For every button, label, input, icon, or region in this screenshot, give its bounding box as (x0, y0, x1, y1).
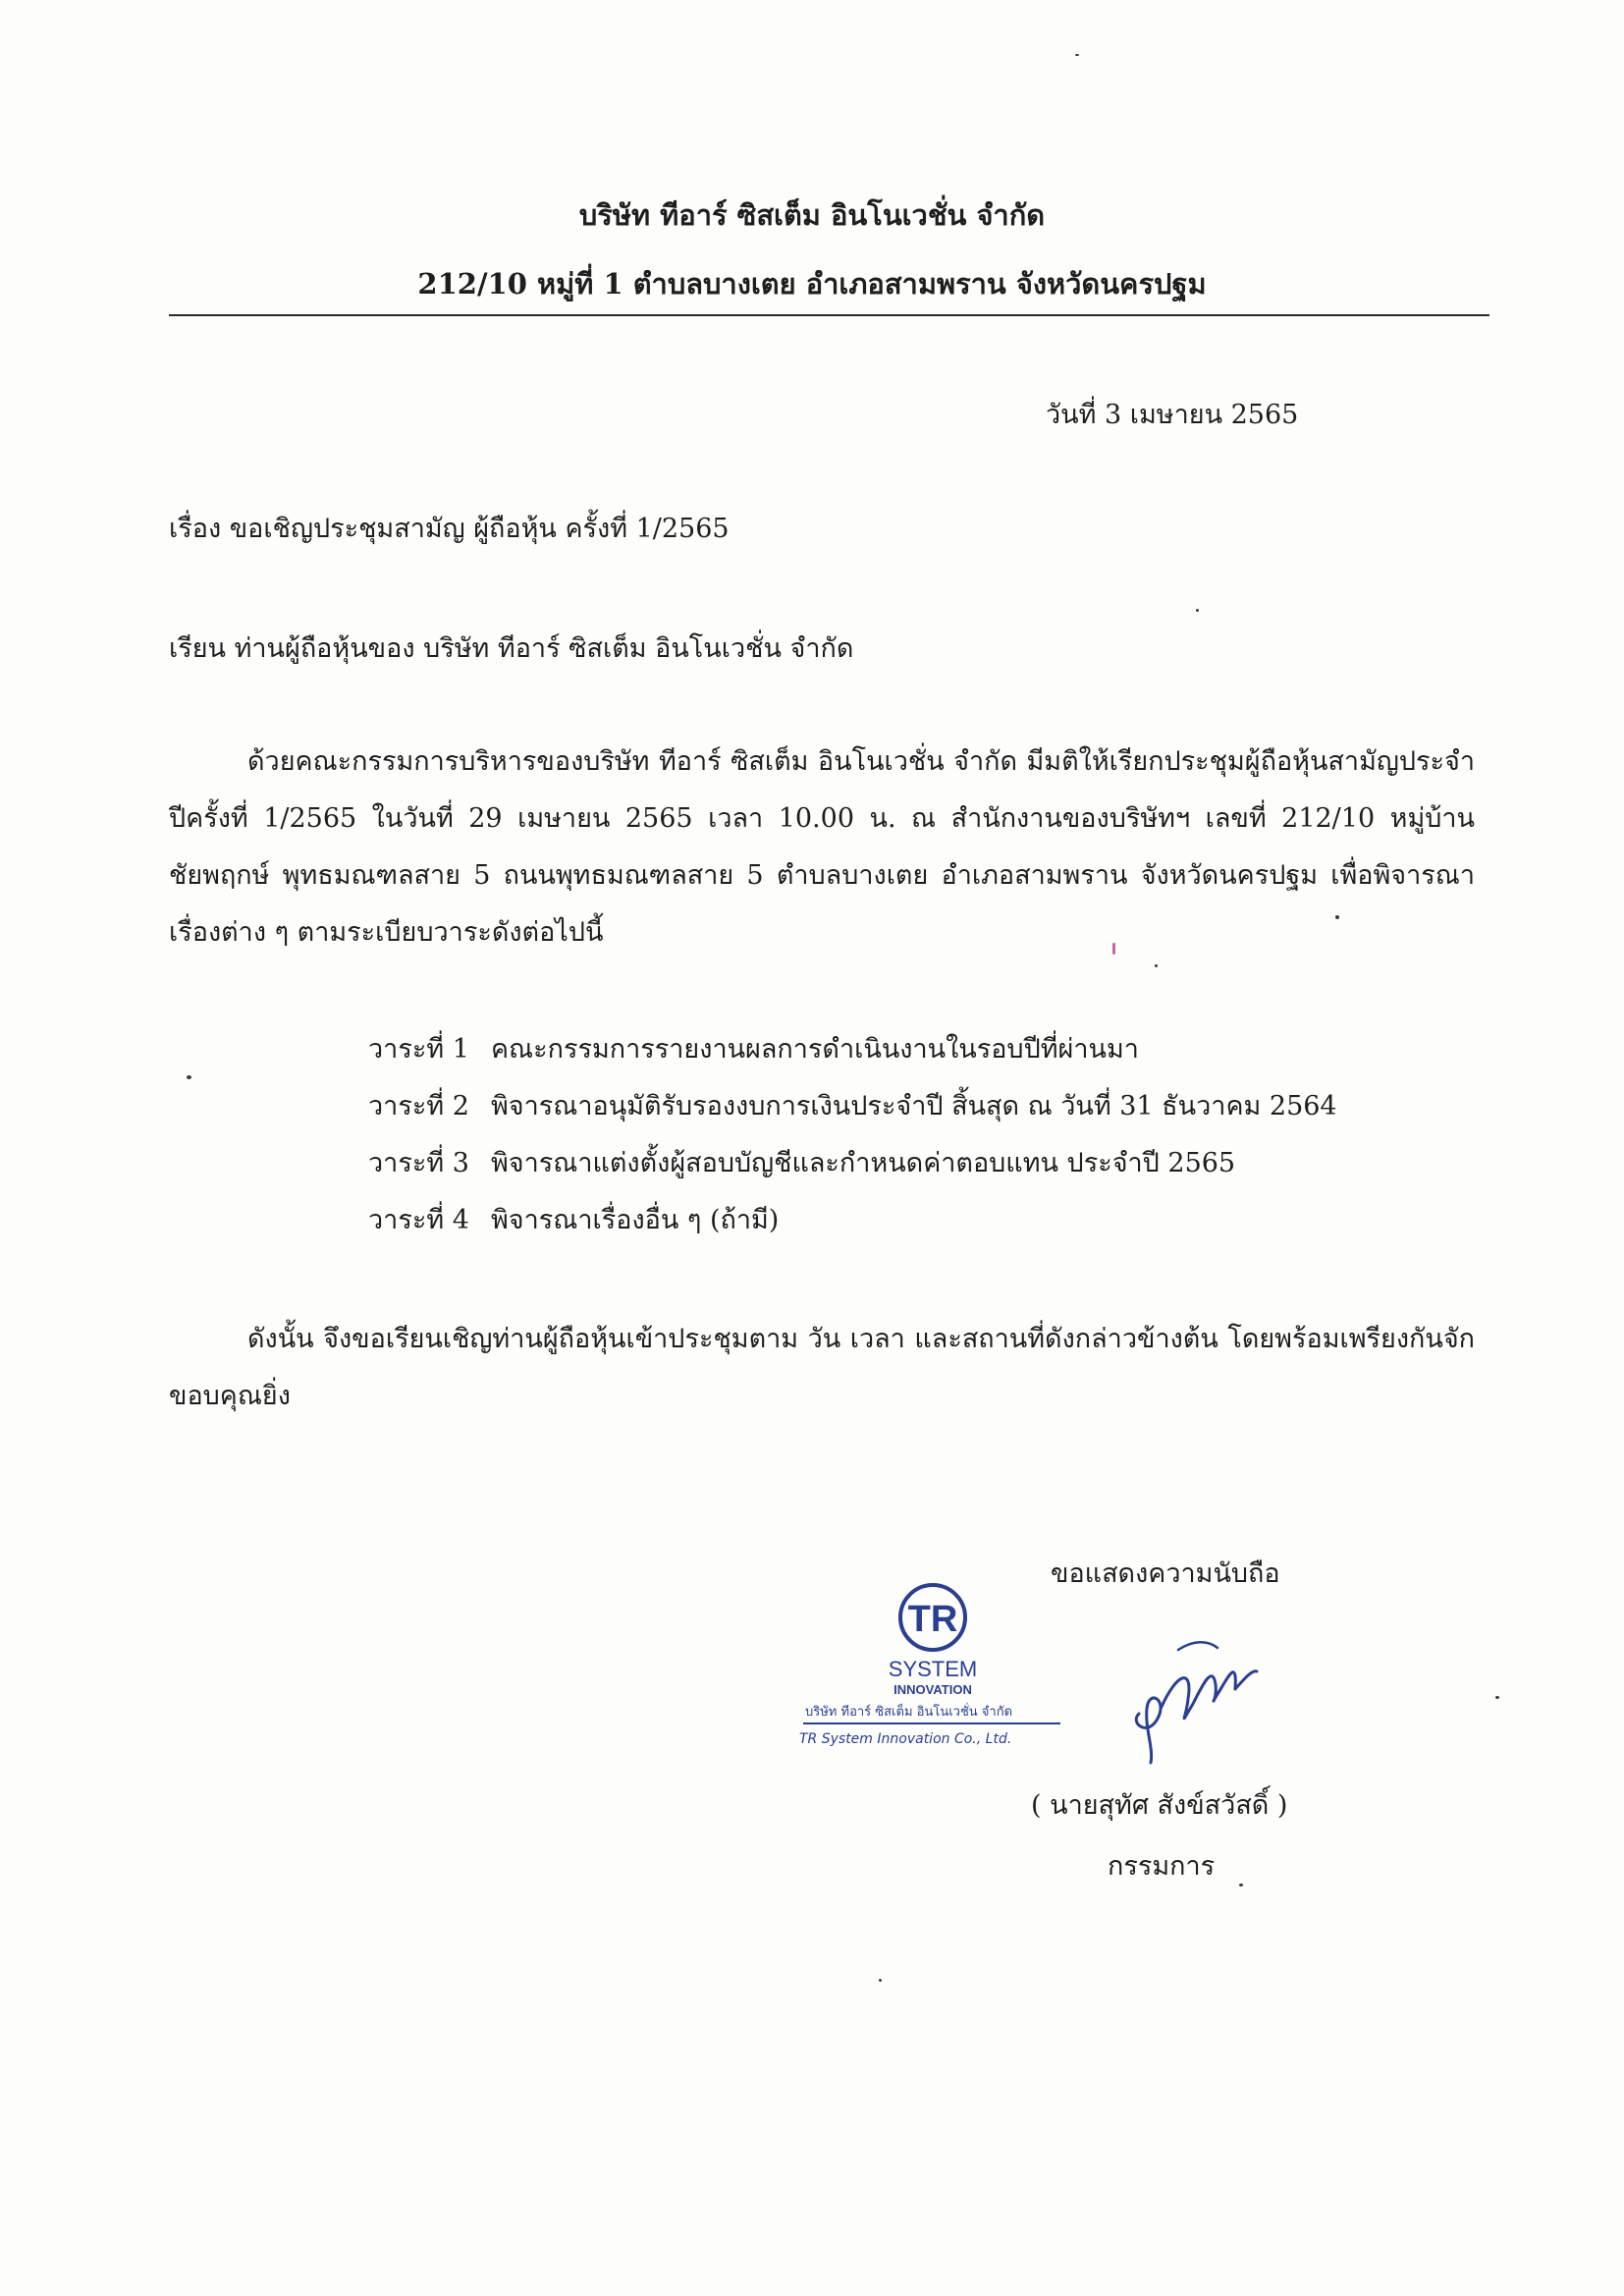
agenda-number: วาระที่ 3 (368, 1148, 469, 1178)
scan-speck (1196, 609, 1199, 612)
scan-speck (187, 1075, 191, 1079)
agenda-item (368, 1135, 1337, 1192)
company-address: 212/10 หมู่ที่ 1 ตำบลบางเตย อำเภอสามพราน จังหวัดนครปฐม (417, 267, 1207, 301)
scan-speck (1495, 1696, 1499, 1699)
agenda-text: พิจารณาเรื่องอื่น ๆ (ถ้ามี) (491, 1205, 780, 1235)
agenda-number: วาระที่ 1 (368, 1034, 469, 1065)
header-divider (169, 314, 1489, 316)
signoff: ขอแสดงความนับถือ (1051, 1558, 1280, 1589)
scan-speck (1112, 943, 1115, 955)
scan-speck (879, 1979, 882, 1982)
closing-paragraph: ดังนั้น จึงขอเรียนเชิญท่านผู้ถือหุ้นเข้าประชุมตาม วัน เวลา และสถานที่ดังกล่าวข้างต้น โดยพร้อมเพรียงกันจักขอบคุณยิ่ง (169, 1324, 1475, 1411)
letter-subject: เรื่อง ขอเชิญประชุมสามัญ ผู้ถือหุ้น ครั้งที่ 1/2565 (169, 514, 730, 544)
scan-speck (1075, 54, 1079, 56)
agenda-item (368, 1021, 1337, 1078)
agenda-number: วาระที่ 4 (368, 1205, 469, 1235)
letter-date: วันที่ 3 เมษายน 2565 (1046, 400, 1299, 430)
agenda-item (368, 1192, 1337, 1249)
stamp-line1: SYSTEM (888, 1657, 978, 1681)
agenda-text: คณะกรรมการรายงานผลการดำเนินงานในรอบปีที่ผ่านมา (491, 1034, 1139, 1065)
agenda-item (368, 1078, 1337, 1135)
stamp-line3: บริษัท ทีอาร์ ซิสเต็ม อินโนเวชั่น จำกัด (805, 1705, 1013, 1720)
body-paragraph: ด้วยคณะกรรมการบริหารของบริษัท ทีอาร์ ซิสเต็ม อินโนเวชั่น จำกัด มีมติให้เรียกประชุมผู้ถือหุ้นสามัญประจำปีครั้งที่ 1/2565 ในวันที่ 29 เมษายน 2565 เวลา 10.00 น. ณ สำนักงานของบริษัทฯ เลขที่ 212/10 หมู่บ้านชัยพฤกษ์ พุทธมณฑลสาย 5 ถนนพุทธมณฑลสาย 5 ตำบลบางเตย อำเภอสามพราน จังหวัดนครปฐม เพื่อพิจารณาเรื่องต่าง ๆ ตามระเบียบวาระดังต่อไปนี้ (169, 746, 1475, 948)
stamp-logo-text: TR (907, 1599, 958, 1640)
stamp-line2: INNOVATION (893, 1682, 972, 1697)
signer-title: กรรมการ (1108, 1851, 1216, 1882)
agenda-text: พิจารณาอนุมัติรับรองงบการเงินประจำปี สิ้นสุด ณ วันที่ 31 ธันวาคม 2564 (491, 1091, 1337, 1121)
agenda-list (368, 1021, 1337, 1249)
signer-name: ( นายสุทัศ สังข์สวัสดิ์ ) (1031, 1790, 1288, 1821)
agenda-text: พิจารณาแต่งตั้งผู้สอบบัญชีและกำหนดค่าตอบแทน ประจำปี 2565 (491, 1148, 1236, 1178)
scan-speck (1155, 964, 1158, 967)
signature-stroke (1136, 1671, 1257, 1763)
company-name: บริษัท ทีอาร์ ซิสเต็ม อินโนเวชั่น จำกัด (578, 198, 1046, 232)
agenda-number: วาระที่ 2 (368, 1091, 469, 1121)
scan-speck (1335, 915, 1339, 919)
signature-flourish (1178, 1642, 1218, 1650)
signature-image (1110, 1630, 1267, 1768)
company-stamp (785, 1557, 1075, 1763)
stamp-line4: TR System Innovation Co., Ltd. (799, 1731, 1012, 1747)
scan-speck (1239, 1884, 1243, 1886)
letter-recipient: เรียน ท่านผู้ถือหุ้นของ บริษัท ทีอาร์ ซิสเต็ม อินโนเวชั่น จำกัด (169, 633, 854, 664)
